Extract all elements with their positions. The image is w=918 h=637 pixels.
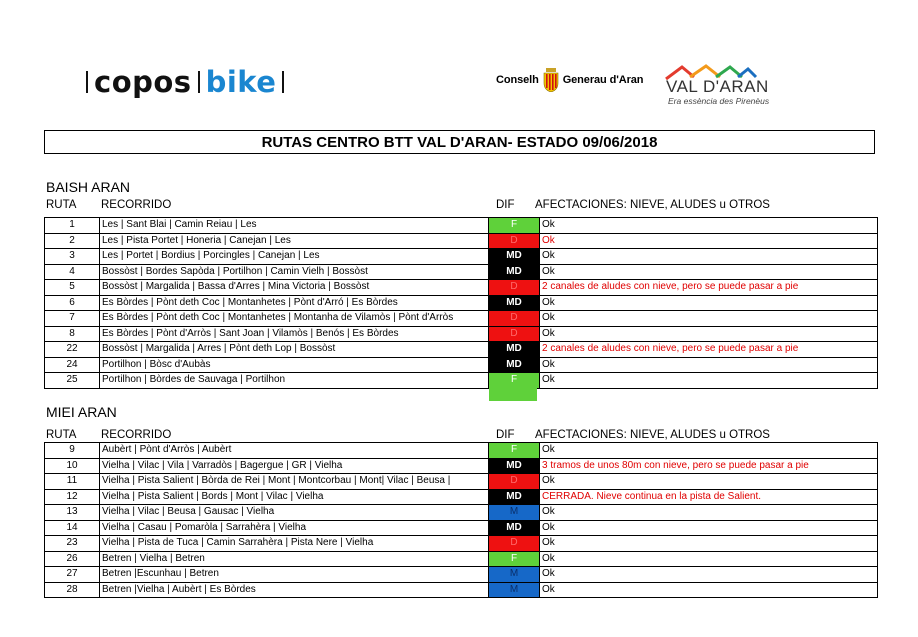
table-row (45, 295, 878, 311)
crest-icon (542, 68, 560, 92)
difficulty-cell: D (489, 474, 540, 490)
recorrido-cell: Vielha | Vilac | Beusa | Gausac | Vielha (100, 505, 489, 521)
table-row (45, 474, 878, 490)
header-recorrido: RECORRIDO (101, 429, 172, 441)
afectaciones-cell: 3 tramos de unos 80m con nieve, pero se puede pasar a pie (540, 458, 878, 474)
val-daran-name: VAL D'ARAN (666, 77, 769, 96)
table-row (45, 280, 878, 296)
generau-text: Generau d'Aran (562, 74, 644, 86)
difficulty-cell: M (489, 567, 540, 583)
afectaciones-cell: Ok (540, 311, 878, 327)
recorrido-cell: Portilhon | Bòrdes de Sauvaga | Portilhon (100, 373, 489, 389)
ruta-cell: 7 (45, 311, 100, 327)
difficulty-cell: F (489, 443, 540, 459)
copos-bike-logo (80, 64, 290, 100)
header-afectaciones: AFECTACIONES: NIEVE, ALUDES u OTROS (535, 199, 770, 211)
ruta-cell: 13 (45, 505, 100, 521)
table-row (45, 567, 878, 583)
recorrido-cell: Betren |Escunhau | Betren (100, 567, 489, 583)
ruta-cell: 26 (45, 551, 100, 567)
afectaciones-cell: Ok (540, 373, 878, 389)
recorrido-cell: Es Bòrdes | Pònt d'Arròs | Sant Joan | Vilamòs | Benós | Es Bòrdes (100, 326, 489, 342)
recorrido-cell: Les | Portet | Bordius | Porcingles | Canejan | Les (100, 249, 489, 265)
difficulty-cell: MD (489, 264, 540, 280)
ruta-cell: 4 (45, 264, 100, 280)
logo-bar (198, 71, 200, 93)
difficulty-cell: D (489, 233, 540, 249)
difficulty-cell: MD (489, 520, 540, 536)
ruta-cell: 9 (45, 443, 100, 459)
recorrido-cell: Aubèrt | Pònt d'Arròs | Aubèrt (100, 443, 489, 459)
conselh-text: Conselh (496, 74, 539, 86)
recorrido-cell: Es Bòrdes | Pònt deth Coc | Montanhetes | Montanha de Vilamòs | Pònt d'Arròs (100, 311, 489, 327)
difficulty-cell: MD (489, 295, 540, 311)
difficulty-cell: F (489, 373, 540, 389)
table-row (45, 249, 878, 265)
header-ruta: RUTA (46, 199, 77, 211)
difficulty-cell: MD (489, 489, 540, 505)
ruta-cell: 24 (45, 357, 100, 373)
afectaciones-cell: CERRADA. Nieve continua en la pista de Salient. (540, 489, 878, 505)
recorrido-cell: Bossòst | Bordes Sapòda | Portilhon | Camin Vielh | Bossòst (100, 264, 489, 280)
difficulty-cell: F (489, 218, 540, 234)
header-ruta: RUTA (46, 429, 77, 441)
header-dif: DIF (496, 429, 515, 441)
table-row (45, 551, 878, 567)
ruta-cell: 10 (45, 458, 100, 474)
table-row (45, 582, 878, 598)
header-recorrido: RECORRIDO (101, 199, 172, 211)
routes-table-miei-aran (44, 442, 878, 598)
table-row (45, 489, 878, 505)
table-row (45, 342, 878, 358)
ruta-cell: 6 (45, 295, 100, 311)
difficulty-cell: MD (489, 357, 540, 373)
table-row (45, 536, 878, 552)
recorrido-cell: Bossòst | Margalida | Arres | Pònt deth Lop | Bossòst (100, 342, 489, 358)
difficulty-cell: F (489, 551, 540, 567)
ruta-cell: 27 (45, 567, 100, 583)
table-row (45, 357, 878, 373)
difficulty-cell: D (489, 536, 540, 552)
ruta-cell: 14 (45, 520, 100, 536)
logo-copos-word: copos (94, 65, 192, 99)
recorrido-cell: Les | Pista Portet | Honeria | Canejan | Les (100, 233, 489, 249)
table-row (45, 311, 878, 327)
header-afectaciones: AFECTACIONES: NIEVE, ALUDES u OTROS (535, 429, 770, 441)
afectaciones-cell: Ok (540, 551, 878, 567)
afectaciones-cell: Ok (540, 218, 878, 234)
afectaciones-cell: Ok (540, 536, 878, 552)
table-row (45, 373, 878, 389)
difficulty-cell: M (489, 505, 540, 521)
conselh-generau-logo (496, 68, 643, 92)
ruta-cell: 12 (45, 489, 100, 505)
afectaciones-cell: 2 canales de aludes con nieve, pero se puede pasar a pie (540, 342, 878, 358)
ruta-cell: 8 (45, 326, 100, 342)
afectaciones-cell: Ok (540, 582, 878, 598)
difficulty-cell: D (489, 280, 540, 296)
table-row (45, 264, 878, 280)
afectaciones-cell: Ok (540, 567, 878, 583)
recorrido-cell: Portilhon | Bòsc d'Aubàs (100, 357, 489, 373)
afectaciones-cell: Ok (540, 264, 878, 280)
logo-bike-word: bike (205, 65, 277, 99)
recorrido-cell: Vielha | Pista Salient | Bords | Mont | Vilac | Vielha (100, 489, 489, 505)
recorrido-cell: Betren | Vielha | Betren (100, 551, 489, 567)
recorrido-cell: Es Bòrdes | Pònt deth Coc | Montanhetes | Pònt d'Arró | Es Bòrdes (100, 295, 489, 311)
afectaciones-cell: Ok (540, 249, 878, 265)
afectaciones-cell: Ok (540, 233, 878, 249)
val-daran-logo (664, 64, 774, 108)
ruta-cell: 22 (45, 342, 100, 358)
table-row (45, 458, 878, 474)
recorrido-cell: Les | Sant Blai | Camin Reiau | Les (100, 218, 489, 234)
page-title: RUTAS CENTRO BTT VAL D'ARAN- ESTADO 09/06/2018 (44, 130, 875, 154)
afectaciones-cell: Ok (540, 326, 878, 342)
recorrido-cell: Bossòst | Margalida | Bassa d'Arres | Mina Victoria | Bossòst (100, 280, 489, 296)
ruta-cell: 11 (45, 474, 100, 490)
ruta-cell: 1 (45, 218, 100, 234)
recorrido-cell: Vielha | Casau | Pomaròla | Sarrahèra | Vielha (100, 520, 489, 536)
afectaciones-cell: Ok (540, 520, 878, 536)
difficulty-cell: MD (489, 458, 540, 474)
table-row (45, 326, 878, 342)
afectaciones-cell: Ok (540, 443, 878, 459)
dif-color-strip (489, 388, 537, 401)
routes-table-baish-aran (44, 217, 878, 389)
afectaciones-cell: 2 canales de aludes con nieve, pero se puede pasar a pie (540, 280, 878, 296)
difficulty-cell: M (489, 582, 540, 598)
ruta-cell: 28 (45, 582, 100, 598)
logo-bar (282, 71, 284, 93)
recorrido-cell: Vielha | Pista de Tuca | Camin Sarrahèra | Pista Nere | Vielha (100, 536, 489, 552)
val-daran-tagline: Era essència des Pirenèus (668, 96, 770, 106)
section-title-baish-aran: BAISH ARAN (46, 179, 131, 195)
difficulty-cell: MD (489, 249, 540, 265)
table-row (45, 505, 878, 521)
table-row (45, 520, 878, 536)
ruta-cell: 25 (45, 373, 100, 389)
afectaciones-cell: Ok (540, 505, 878, 521)
header-dif: DIF (496, 199, 515, 211)
ruta-cell: 23 (45, 536, 100, 552)
ruta-cell: 5 (45, 280, 100, 296)
table-row (45, 443, 878, 459)
difficulty-cell: D (489, 311, 540, 327)
afectaciones-cell: Ok (540, 474, 878, 490)
difficulty-cell: MD (489, 342, 540, 358)
table-row (45, 233, 878, 249)
recorrido-cell: Betren |Vielha | Aubèrt | Es Bòrdes (100, 582, 489, 598)
section-title-miei-aran: MIEI ARAN (46, 404, 117, 420)
ruta-cell: 3 (45, 249, 100, 265)
afectaciones-cell: Ok (540, 357, 878, 373)
recorrido-cell: Vielha | Pista Salient | Bòrda de Rei | Mont | Montcorbau | Mont| Vilac | Beusa | (100, 474, 489, 490)
table-row (45, 218, 878, 234)
afectaciones-cell: Ok (540, 295, 878, 311)
ruta-cell: 2 (45, 233, 100, 249)
logo-bar (86, 71, 88, 93)
difficulty-cell: D (489, 326, 540, 342)
recorrido-cell: Vielha | Vilac | Vila | Varradòs | Bagergue | GR | Vielha (100, 458, 489, 474)
